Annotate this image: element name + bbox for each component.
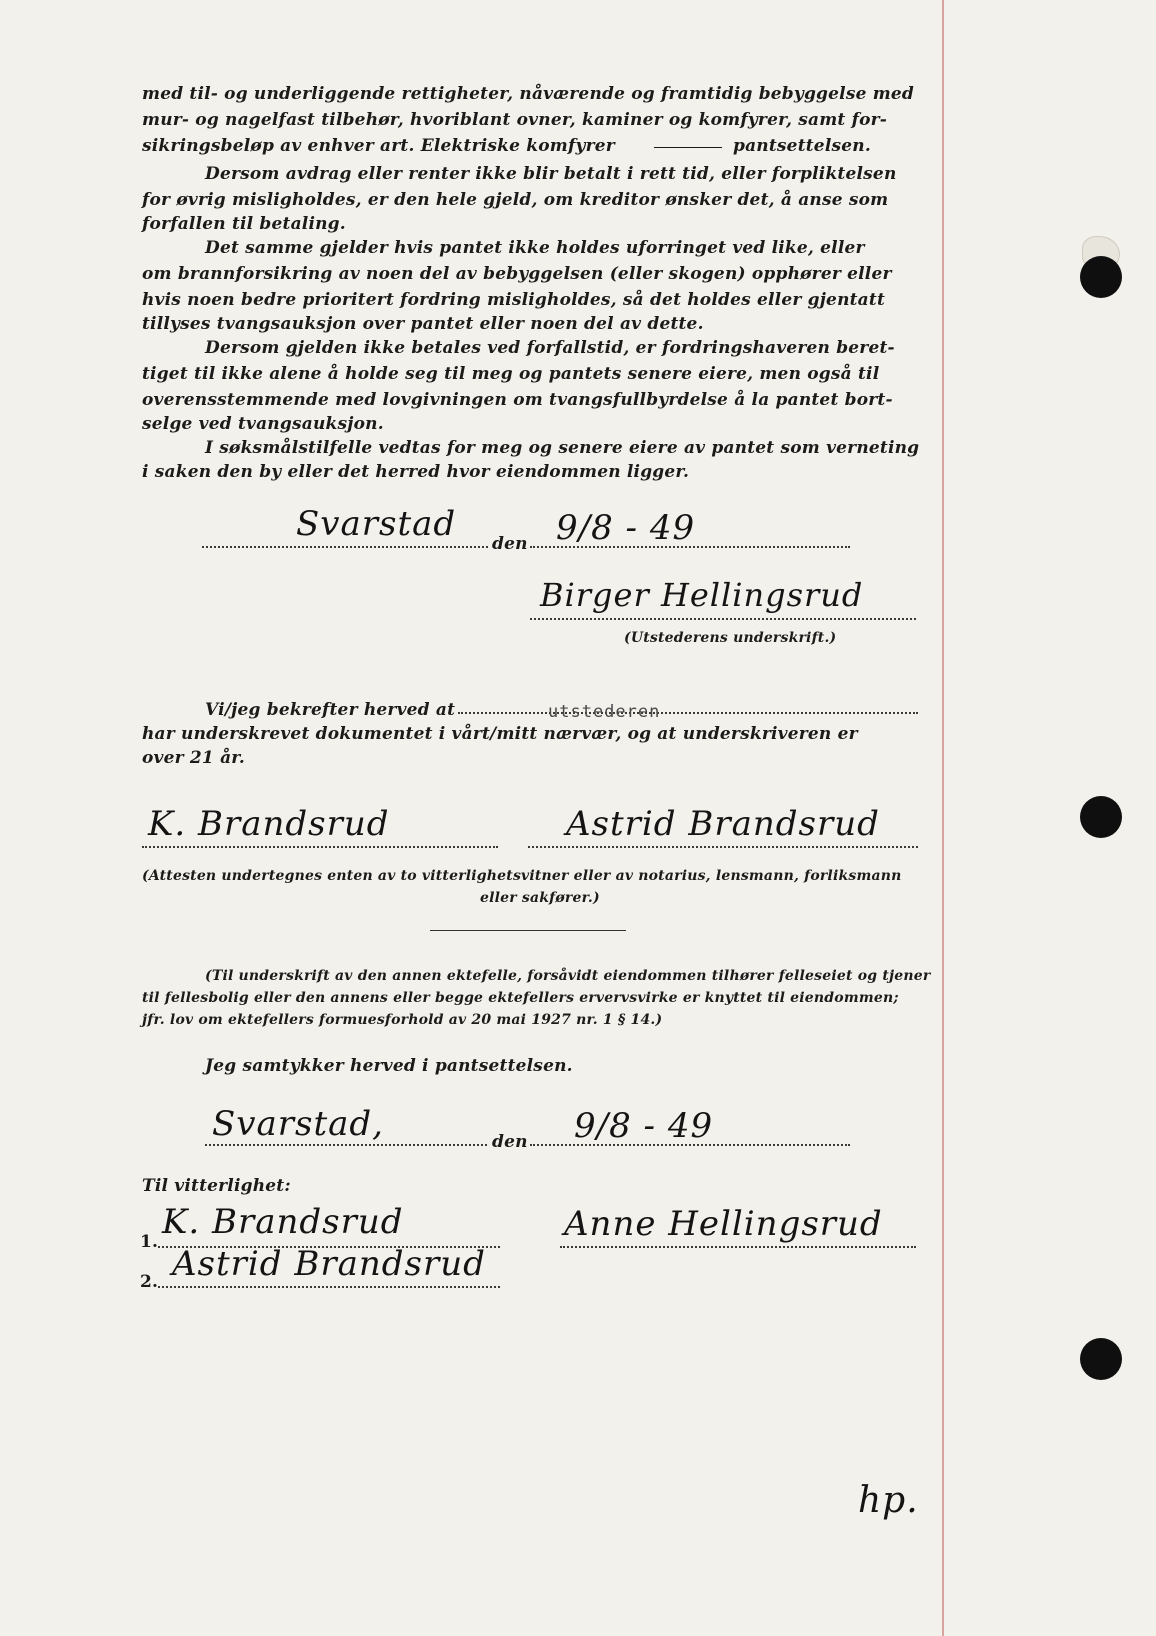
spouse-note-line2: til fellesbolig eller den annens eller begge ektefellers ervervsvirke er knyttet til eiendommen; [142,990,899,1006]
date-handwritten: 9/8 - 49 [556,508,696,548]
witness-heading: Til vitterlighet: [142,1176,291,1196]
p2-line1: Dersom avdrag eller renter ikke blir betalt i rett tid, eller forpliktelsen [205,164,897,184]
witness2-signature: Astrid Brandsrud [566,804,880,844]
section-divider [430,930,626,931]
p4-line4: selge ved tvangsauksjon. [142,414,384,434]
spouse-note-line1: (Til underskrift av den annen ektefelle, forsåvidt eiendommen tilhører felleseiet og tjener [205,968,931,984]
p5-line2: i saken den by eller det herred hvor eiendommen ligger. [142,462,690,482]
consent-place-dotline [205,1144,487,1146]
attest-note-line1: (Attesten undertegnes enten av to vitterlighetsvitner eller av notarius, lensmann, forliksmann [142,868,902,884]
p5-line1: I søksmålstilfelle vedtas for meg og senere eiere av pantet som verneting [205,438,920,458]
issuer-signature: Birger Hellingsrud [540,576,864,614]
initials-handwritten: hp. [858,1480,919,1521]
consent-witness2-dotline [158,1286,500,1288]
consent-den-label: den [492,1132,528,1152]
p3-line2: om brannforsikring av noen del av bebyggelsen (eller skogen) opphører eller [142,264,892,284]
p1-line3: sikringsbeløp av enhver art. Elektriske komfyrer [142,136,615,156]
consent-text: Jeg samtykker herved i pantsettelsen. [205,1056,573,1076]
p1-line2: mur- og nagelfast tilbehør, hvoriblant ovner, kaminer og komfyrer, samt for- [142,110,888,130]
place-handwritten: Svarstad [296,504,457,544]
witness2-dotline [528,846,918,848]
p4-line3: overensstemmende med lovgivningen om tvangsfullbyrdelse å la pantet bort- [142,390,893,410]
spouse-signature: Anne Hellingsrud [564,1204,883,1244]
signature-dotline [530,618,916,620]
place-dotline [202,546,488,548]
punch-hole-3 [1080,1338,1122,1380]
attest-line3: over 21 år. [142,748,246,768]
consent-date-handwritten: 9/8 - 49 [574,1106,714,1146]
witness-number-2: 2. [140,1272,159,1292]
fraction-line [654,147,722,148]
attest-line2: har underskrevet dokumentet i vårt/mitt nærvær, og at underskriveren er [142,724,858,744]
consent-witness2-signature: Astrid Brandsrud [172,1244,486,1284]
consent-place-handwritten: Svarstad, [212,1104,384,1144]
p1-line3-end: pantsettelsen. [733,136,871,156]
p3-line3: hvis noen bedre prioritert fordring misligholdes, så det holdes eller gjentatt [142,290,886,310]
consent-witness1-signature: K. Brandsrud [162,1202,404,1242]
p2-line2: for øvrig misligholdes, er den hele gjeld, om kreditor ønsker det, å anse som [142,190,889,210]
spouse-signature-dotline [560,1246,916,1248]
margin-rule [942,0,944,1636]
spouse-note-line3: jfr. lov om ektefellers formuesforhold av 20 mai 1927 nr. 1 § 14.) [142,1012,663,1028]
witness-number-1: 1. [140,1232,159,1252]
attest-dotline [458,712,918,714]
den-label: den [492,534,528,554]
p3-line1: Det samme gjelder hvis pantet ikke holdes uforringet ved like, eller [205,238,865,258]
p1-line1: med til- og underliggende rettigheter, nåværende og framtidig bebyggelse med [142,84,915,104]
attest-note-line2: eller sakfører.) [480,890,600,906]
p4-line2: tiget til ikke alene å holde seg til meg og pantets senere eiere, men også til [142,364,880,384]
punch-hole-2 [1080,796,1122,838]
attest-typed-value: utstederen [548,702,661,722]
punch-hole-1 [1080,256,1122,298]
p3-line4: tillyses tvangsauksjon over pantet eller noen del av dette. [142,314,704,334]
attest-line1: Vi/jeg bekrefter herved at [205,700,456,720]
witness1-dotline [142,846,498,848]
witness1-signature: K. Brandsrud [148,804,390,844]
issuer-caption: (Utstederens underskrift.) [624,630,837,646]
p2-line3: forfallen til betaling. [142,214,346,234]
p4-line1: Dersom gjelden ikke betales ved forfallstid, er fordringshaveren beret- [205,338,895,358]
